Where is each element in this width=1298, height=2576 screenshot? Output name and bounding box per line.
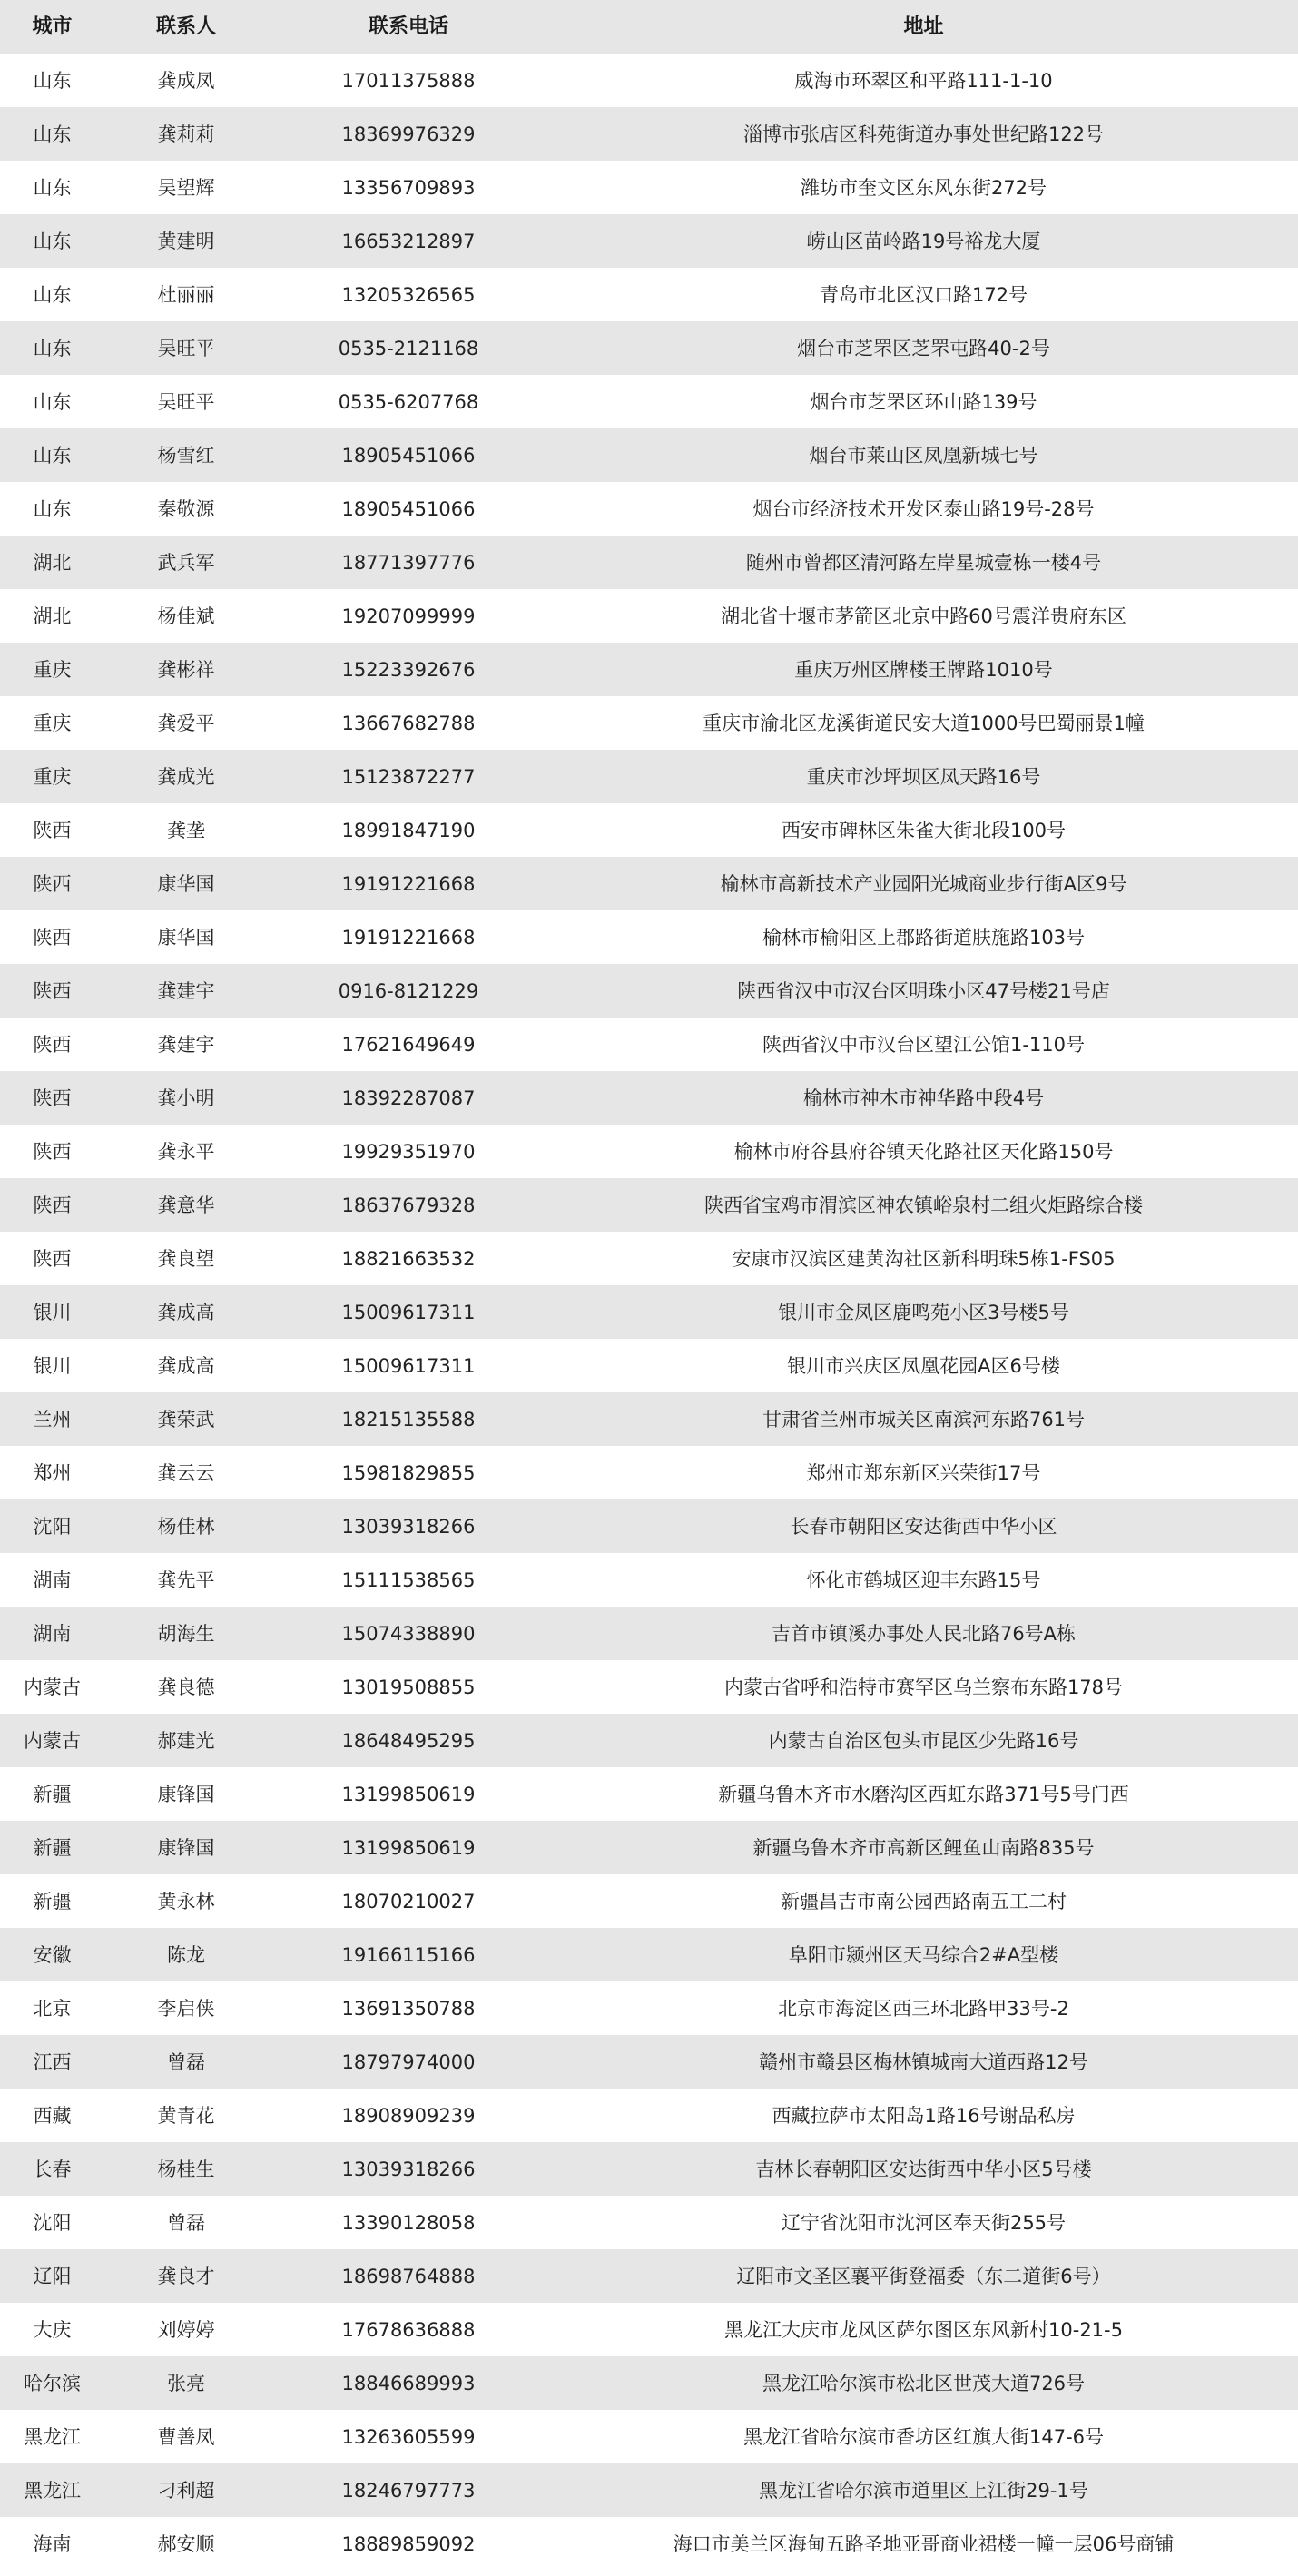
address-cell: 长春市朝阳区安达街西中华小区: [549, 1499, 1298, 1553]
phone-cell: 13199850619: [268, 1821, 549, 1874]
contact-person-cell: 曾磊: [104, 2035, 268, 2089]
table-row: [0, 268, 1298, 321]
phone-cell: 18369976329: [268, 107, 549, 161]
address-cell: 安康市汉滨区建黄沟社区新科明珠5栋1-FS05: [549, 1232, 1298, 1285]
city-cell: 黑龙江: [0, 2463, 104, 2517]
contact-person-cell: 龚云云: [104, 1446, 268, 1499]
city-cell: 辽阳: [0, 2249, 104, 2303]
table-row: [0, 1714, 1298, 1767]
table-row: [0, 2089, 1298, 2142]
table-row: [0, 482, 1298, 536]
phone-cell: 18905451066: [268, 482, 549, 536]
table-row: [0, 1928, 1298, 1981]
address-cell: 重庆万州区牌楼王牌路1010号: [549, 643, 1298, 696]
contact-person-cell: 刘婷婷: [104, 2303, 268, 2356]
city-cell: 山东: [0, 268, 104, 321]
address-cell: 陕西省汉中市汉台区明珠小区47号楼21号店: [549, 964, 1298, 1018]
contact-person-cell: 郝建光: [104, 1714, 268, 1767]
address-cell: 烟台市莱山区凤凰新城七号: [549, 428, 1298, 482]
address-cell: 辽阳市文圣区襄平街登福委（东二道街6号）: [549, 2249, 1298, 2303]
contact-person-cell: 龚莉莉: [104, 107, 268, 161]
table-header: [0, 0, 1298, 54]
table-row: [0, 1339, 1298, 1392]
table-row: [0, 321, 1298, 375]
address-cell: 辽宁省沈阳市沈河区奉天街255号: [549, 2196, 1298, 2249]
phone-cell: 17678636888: [268, 2303, 549, 2356]
phone-cell: 18637679328: [268, 1178, 549, 1232]
address-cell: 西安市碑林区朱雀大街北段100号: [549, 803, 1298, 857]
phone-cell: 17621649649: [268, 1018, 549, 1071]
phone-cell: 13205326565: [268, 268, 549, 321]
city-cell: 山东: [0, 214, 104, 268]
phone-cell: 13356709893: [268, 161, 549, 214]
address-cell: 重庆市渝北区龙溪街道民安大道1000号巴蜀丽景1幢: [549, 696, 1298, 750]
phone-cell: 18991847190: [268, 803, 549, 857]
city-cell: 新疆: [0, 1767, 104, 1821]
contact-person-cell: 杨佳林: [104, 1499, 268, 1553]
city-cell: 陕西: [0, 1125, 104, 1178]
address-cell: 湖北省十堰市茅箭区北京中路60号震洋贵府东区: [549, 589, 1298, 643]
table-row: [0, 750, 1298, 803]
phone-cell: 18908909239: [268, 2089, 549, 2142]
city-cell: 内蒙古: [0, 1714, 104, 1767]
contact-person-cell: 龚建宇: [104, 1018, 268, 1071]
phone-cell: 18797974000: [268, 2035, 549, 2089]
phone-cell: 19929351970: [268, 1125, 549, 1178]
table-row: [0, 375, 1298, 428]
contact-person-cell: 黄永林: [104, 1874, 268, 1928]
phone-cell: 15111538565: [268, 1553, 549, 1607]
city-cell: 大庆: [0, 2303, 104, 2356]
contact-person-cell: 黄青花: [104, 2089, 268, 2142]
phone-cell: 18905451066: [268, 428, 549, 482]
address-cell: 陕西省宝鸡市渭滨区神农镇峪泉村二组火炬路综合楼: [549, 1178, 1298, 1232]
phone-cell: 18889859092: [268, 2517, 549, 2571]
city-cell: 西藏: [0, 2089, 104, 2142]
table-row: [0, 1499, 1298, 1553]
contact-person-cell: 吴旺平: [104, 375, 268, 428]
phone-cell: 13667682788: [268, 696, 549, 750]
city-cell: 沈阳: [0, 2196, 104, 2249]
phone-cell: 19207099999: [268, 589, 549, 643]
city-cell: 陕西: [0, 1232, 104, 1285]
table-row: [0, 1285, 1298, 1339]
contact-person-cell: 龚建宇: [104, 964, 268, 1018]
table-row: [0, 2356, 1298, 2410]
contact-person-cell: 杨佳斌: [104, 589, 268, 643]
contact-person-cell: 曹善凤: [104, 2410, 268, 2463]
phone-cell: 13039318266: [268, 1499, 549, 1553]
city-cell: 新疆: [0, 1874, 104, 1928]
city-cell: 郑州: [0, 1446, 104, 1499]
table-row: [0, 2463, 1298, 2517]
table-row: [0, 1232, 1298, 1285]
table-row: [0, 2196, 1298, 2249]
contact-person-cell: 龚先平: [104, 1553, 268, 1607]
address-cell: 黑龙江省哈尔滨市道里区上江街29-1号: [549, 2463, 1298, 2517]
contact-person-cell: 李启侠: [104, 1981, 268, 2035]
city-cell: 湖北: [0, 589, 104, 643]
table-row: [0, 803, 1298, 857]
city-cell: 江西: [0, 2035, 104, 2089]
table-row: [0, 1821, 1298, 1874]
phone-cell: 18215135588: [268, 1392, 549, 1446]
address-cell: 随州市曾都区清河路左岸星城壹栋一楼4号: [549, 536, 1298, 589]
address-cell: 潍坊市奎文区东风东街272号: [549, 161, 1298, 214]
table-row: [0, 2303, 1298, 2356]
table-row: [0, 964, 1298, 1018]
city-cell: 银川: [0, 1285, 104, 1339]
city-cell: 北京: [0, 1981, 104, 2035]
address-cell: 榆林市府谷县府谷镇天化路社区天化路150号: [549, 1125, 1298, 1178]
phone-cell: 15009617311: [268, 1285, 549, 1339]
table-row: [0, 696, 1298, 750]
city-cell: 黑龙江: [0, 2410, 104, 2463]
table-row: [0, 161, 1298, 214]
header-phone: 联系电话: [268, 0, 549, 54]
phone-cell: 18771397776: [268, 536, 549, 589]
contact-person-cell: 龚荣武: [104, 1392, 268, 1446]
contact-person-cell: 吴望辉: [104, 161, 268, 214]
city-cell: 湖南: [0, 1607, 104, 1660]
city-cell: 陕西: [0, 803, 104, 857]
address-cell: 北京市海淀区西三环北路甲33号-2: [549, 1981, 1298, 2035]
table-row: [0, 643, 1298, 696]
phone-cell: 13691350788: [268, 1981, 549, 2035]
phone-cell: 18821663532: [268, 1232, 549, 1285]
table-row: [0, 107, 1298, 161]
city-cell: 山东: [0, 428, 104, 482]
city-cell: 海南: [0, 2517, 104, 2571]
address-cell: 青岛市北区汉口路172号: [549, 268, 1298, 321]
address-cell: 榆林市榆阳区上郡路街道肤施路103号: [549, 910, 1298, 964]
phone-cell: 0535-2121168: [268, 321, 549, 375]
phone-cell: 18246797773: [268, 2463, 549, 2517]
phone-cell: 0916-8121229: [268, 964, 549, 1018]
table-body: [0, 54, 1298, 2571]
contact-person-cell: 龚永平: [104, 1125, 268, 1178]
city-cell: 山东: [0, 482, 104, 536]
table-row: [0, 214, 1298, 268]
address-cell: 淄博市张店区科苑街道办事处世纪路122号: [549, 107, 1298, 161]
contact-person-cell: 龚意华: [104, 1178, 268, 1232]
address-cell: 新疆昌吉市南公园西路南五工二村: [549, 1874, 1298, 1928]
address-cell: 新疆乌鲁木齐市水磨沟区西虹东路371号5号门西: [549, 1767, 1298, 1821]
address-cell: 崂山区苗岭路19号裕龙大厦: [549, 214, 1298, 268]
header-city: 城市: [0, 0, 104, 54]
contact-person-cell: 武兵军: [104, 536, 268, 589]
address-cell: 内蒙古自治区包头市昆区少先路16号: [549, 1714, 1298, 1767]
contact-person-cell: 龚成高: [104, 1339, 268, 1392]
table-row: [0, 2142, 1298, 2196]
table-row: [0, 2249, 1298, 2303]
address-cell: 烟台市芝罘区芝罘屯路40-2号: [549, 321, 1298, 375]
contact-person-cell: 曾磊: [104, 2196, 268, 2249]
city-cell: 重庆: [0, 696, 104, 750]
contact-person-cell: 龚小明: [104, 1071, 268, 1125]
city-cell: 陕西: [0, 964, 104, 1018]
phone-cell: 17011375888: [268, 54, 549, 107]
phone-cell: 19191221668: [268, 857, 549, 910]
city-cell: 沈阳: [0, 1499, 104, 1553]
table-row: [0, 1553, 1298, 1607]
city-cell: 重庆: [0, 750, 104, 803]
city-cell: 陕西: [0, 910, 104, 964]
address-cell: 甘肃省兰州市城关区南滨河东路761号: [549, 1392, 1298, 1446]
address-cell: 怀化市鹤城区迎丰东路15号: [549, 1553, 1298, 1607]
header-address: 地址: [549, 0, 1298, 54]
table-row: [0, 1660, 1298, 1714]
contact-person-cell: 龚良德: [104, 1660, 268, 1714]
contact-person-cell: 龚爱平: [104, 696, 268, 750]
city-cell: 山东: [0, 321, 104, 375]
phone-cell: 18698764888: [268, 2249, 549, 2303]
city-cell: 兰州: [0, 1392, 104, 1446]
city-cell: 内蒙古: [0, 1660, 104, 1714]
address-cell: 黑龙江哈尔滨市松北区世茂大道726号: [549, 2356, 1298, 2410]
city-cell: 银川: [0, 1339, 104, 1392]
phone-cell: 15074338890: [268, 1607, 549, 1660]
table-row: [0, 1767, 1298, 1821]
address-cell: 银川市兴庆区凤凰花园A区6号楼: [549, 1339, 1298, 1392]
header-row: [0, 0, 1298, 54]
phone-cell: 19191221668: [268, 910, 549, 964]
city-cell: 安徽: [0, 1928, 104, 1981]
address-cell: 重庆市沙坪坝区凤天路16号: [549, 750, 1298, 803]
phone-cell: 13390128058: [268, 2196, 549, 2249]
table-row: [0, 1178, 1298, 1232]
city-cell: 新疆: [0, 1821, 104, 1874]
phone-cell: 15223392676: [268, 643, 549, 696]
table-row: [0, 910, 1298, 964]
address-cell: 威海市环翠区和平路111-1-10: [549, 54, 1298, 107]
phone-cell: 16653212897: [268, 214, 549, 268]
contact-person-cell: 杜丽丽: [104, 268, 268, 321]
address-cell: 烟台市芝罘区环山路139号: [549, 375, 1298, 428]
table-row: [0, 2410, 1298, 2463]
table-row: [0, 1018, 1298, 1071]
table-row: [0, 428, 1298, 482]
address-cell: 榆林市高新技术产业园阳光城商业步行街A区9号: [549, 857, 1298, 910]
table-row: [0, 1392, 1298, 1446]
phone-cell: 13199850619: [268, 1767, 549, 1821]
phone-cell: 13019508855: [268, 1660, 549, 1714]
city-cell: 山东: [0, 375, 104, 428]
contact-person-cell: 杨桂生: [104, 2142, 268, 2196]
table-row: [0, 1981, 1298, 2035]
city-cell: 陕西: [0, 1071, 104, 1125]
address-cell: 西藏拉萨市太阳岛1路16号谢品私房: [549, 2089, 1298, 2142]
contact-person-cell: 杨雪红: [104, 428, 268, 482]
phone-cell: 15123872277: [268, 750, 549, 803]
city-cell: 哈尔滨: [0, 2356, 104, 2410]
address-cell: 内蒙古省呼和浩特市赛罕区乌兰察布东路178号: [549, 1660, 1298, 1714]
table-row: [0, 536, 1298, 589]
city-cell: 长春: [0, 2142, 104, 2196]
contact-person-cell: 龚良望: [104, 1232, 268, 1285]
contact-person-cell: 龚成凤: [104, 54, 268, 107]
phone-cell: 18392287087: [268, 1071, 549, 1125]
phone-cell: 15009617311: [268, 1339, 549, 1392]
address-cell: 陕西省汉中市汉台区望江公馆1-110号: [549, 1018, 1298, 1071]
phone-cell: 18070210027: [268, 1874, 549, 1928]
table-row: [0, 857, 1298, 910]
contact-person-cell: 刁利超: [104, 2463, 268, 2517]
contact-person-cell: 郝安顺: [104, 2517, 268, 2571]
table-row: [0, 1071, 1298, 1125]
address-cell: 黑龙江省哈尔滨市香坊区红旗大街147-6号: [549, 2410, 1298, 2463]
table-row: [0, 1446, 1298, 1499]
address-cell: 海口市美兰区海甸五路圣地亚哥商业裙楼一幢一层06号商铺: [549, 2517, 1298, 2571]
phone-cell: 13039318266: [268, 2142, 549, 2196]
city-cell: 山东: [0, 107, 104, 161]
city-cell: 重庆: [0, 643, 104, 696]
contact-person-cell: 黄建明: [104, 214, 268, 268]
contact-person-cell: 龚垄: [104, 803, 268, 857]
contact-person-cell: 康华国: [104, 910, 268, 964]
table-row: [0, 1874, 1298, 1928]
contact-person-cell: 龚彬祥: [104, 643, 268, 696]
contact-person-cell: 龚成高: [104, 1285, 268, 1339]
contact-person-cell: 吴旺平: [104, 321, 268, 375]
city-cell: 山东: [0, 161, 104, 214]
phone-cell: 0535-6207768: [268, 375, 549, 428]
contact-person-cell: 康华国: [104, 857, 268, 910]
address-cell: 吉首市镇溪办事处人民北路76号A栋: [549, 1607, 1298, 1660]
table-row: [0, 589, 1298, 643]
city-cell: 山东: [0, 54, 104, 107]
contact-person-cell: 龚成光: [104, 750, 268, 803]
table-row: [0, 54, 1298, 107]
table-row: [0, 2035, 1298, 2089]
contact-person-cell: 龚良才: [104, 2249, 268, 2303]
phone-cell: 15981829855: [268, 1446, 549, 1499]
address-cell: 赣州市赣县区梅林镇城南大道西路12号: [549, 2035, 1298, 2089]
phone-cell: 19166115166: [268, 1928, 549, 1981]
address-cell: 吉林长春朝阳区安达街西中华小区5号楼: [549, 2142, 1298, 2196]
header-contact-person: 联系人: [104, 0, 268, 54]
address-cell: 银川市金凤区鹿鸣苑小区3号楼5号: [549, 1285, 1298, 1339]
address-cell: 榆林市神木市神华路中段4号: [549, 1071, 1298, 1125]
contact-person-cell: 秦敬源: [104, 482, 268, 536]
city-cell: 湖南: [0, 1553, 104, 1607]
address-cell: 烟台市经济技术开发区泰山路19号-28号: [549, 482, 1298, 536]
table-row: [0, 1125, 1298, 1178]
contact-person-cell: 康锋国: [104, 1821, 268, 1874]
contact-person-cell: 张亮: [104, 2356, 268, 2410]
phone-cell: 18846689993: [268, 2356, 549, 2410]
contact-person-cell: 胡海生: [104, 1607, 268, 1660]
contact-person-cell: 陈龙: [104, 1928, 268, 1981]
table-row: [0, 1607, 1298, 1660]
contact-person-cell: 康锋国: [104, 1767, 268, 1821]
city-cell: 湖北: [0, 536, 104, 589]
address-cell: 阜阳市颍州区天马综合2#A型楼: [549, 1928, 1298, 1981]
address-cell: 新疆乌鲁木齐市高新区鲤鱼山南路835号: [549, 1821, 1298, 1874]
table-row: [0, 2517, 1298, 2571]
city-cell: 陕西: [0, 1018, 104, 1071]
phone-cell: 13263605599: [268, 2410, 549, 2463]
address-cell: 黑龙江大庆市龙凤区萨尔图区东风新村10-21-5: [549, 2303, 1298, 2356]
address-cell: 郑州市郑东新区兴荣街17号: [549, 1446, 1298, 1499]
city-cell: 陕西: [0, 1178, 104, 1232]
city-cell: 陕西: [0, 857, 104, 910]
phone-cell: 18648495295: [268, 1714, 549, 1767]
